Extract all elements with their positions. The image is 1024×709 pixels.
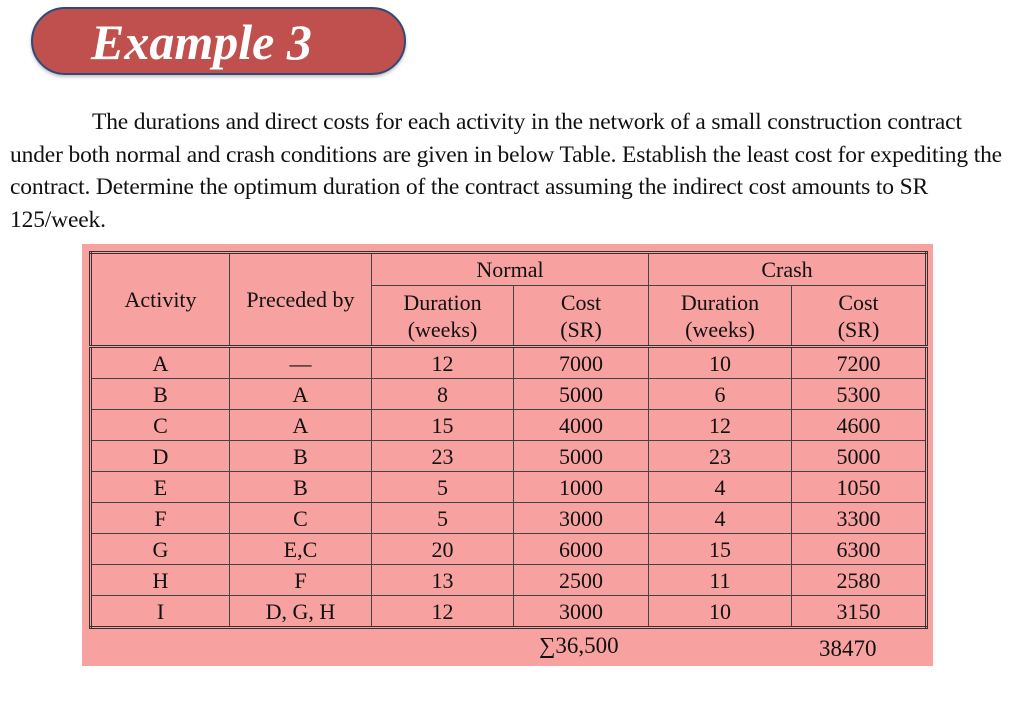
cell-crash-cost: 5300 <box>791 379 926 410</box>
cell-normal-duration: 13 <box>372 565 514 596</box>
cell-preceded-by: A <box>229 410 371 441</box>
cell-normal-cost: 2500 <box>514 565 649 596</box>
activity-table-panel <box>82 244 933 666</box>
table-row <box>91 347 927 379</box>
example-title: Example 3 <box>91 14 312 70</box>
cell-crash-cost: 7200 <box>791 347 926 379</box>
cell-normal-cost: 7000 <box>514 347 649 379</box>
cell-activity: A <box>91 347 230 379</box>
cell-preceded-by: B <box>229 472 371 503</box>
cell-crash-cost: 6300 <box>791 534 926 565</box>
cell-crash-duration: 15 <box>648 534 791 565</box>
table-row <box>91 534 927 565</box>
cell-crash-duration: 4 <box>648 472 791 503</box>
header-crash-cost: Cost (SR) <box>791 286 926 347</box>
cell-preceded-by: D, G, H <box>229 596 371 628</box>
cell-normal-duration: 5 <box>372 472 514 503</box>
header-normal: Normal <box>372 253 649 286</box>
cell-crash-cost: 2580 <box>791 565 926 596</box>
cell-crash-cost: 4600 <box>791 410 926 441</box>
cell-preceded-by: — <box>229 347 371 379</box>
activity-cost-table <box>89 251 928 629</box>
cell-activity: F <box>91 503 230 534</box>
cell-preceded-by: B <box>229 441 371 472</box>
cell-crash-duration: 10 <box>648 596 791 628</box>
table-row <box>91 441 927 472</box>
normal-cost-total: ∑36,500 <box>539 633 619 658</box>
cell-crash-cost: 3150 <box>791 596 926 628</box>
header-activity: Activity <box>91 253 230 347</box>
cell-crash-duration: 10 <box>648 347 791 379</box>
cell-normal-cost: 3000 <box>514 503 649 534</box>
cell-crash-cost: 1050 <box>791 472 926 503</box>
table-row <box>91 472 927 503</box>
table-row <box>91 379 927 410</box>
cell-crash-cost: 3300 <box>791 503 926 534</box>
cell-activity: B <box>91 379 230 410</box>
table-row <box>91 596 927 628</box>
header-crash-duration: Duration (weeks) <box>648 286 791 347</box>
cell-activity: I <box>91 596 230 628</box>
header-normal-duration: Duration (weeks) <box>372 286 514 347</box>
crash-cost-total: 38470 <box>819 636 877 661</box>
cell-activity: D <box>91 441 230 472</box>
cell-activity: H <box>91 565 230 596</box>
cell-crash-cost: 5000 <box>791 441 926 472</box>
cell-crash-duration: 12 <box>648 410 791 441</box>
table-row <box>91 410 927 441</box>
cell-normal-duration: 15 <box>372 410 514 441</box>
cell-crash-duration: 6 <box>648 379 791 410</box>
cell-normal-duration: 20 <box>372 534 514 565</box>
cell-activity: G <box>91 534 230 565</box>
table-row <box>91 503 927 534</box>
example-title-banner <box>31 7 406 75</box>
cell-normal-cost: 5000 <box>514 441 649 472</box>
header-preceded-by: Preceded by <box>229 253 371 347</box>
cell-normal-cost: 4000 <box>514 410 649 441</box>
table-row <box>91 565 927 596</box>
cell-normal-cost: 5000 <box>514 379 649 410</box>
cell-crash-duration: 23 <box>648 441 791 472</box>
header-crash: Crash <box>648 253 926 286</box>
header-normal-cost: Cost (SR) <box>514 286 649 347</box>
cell-preceded-by: C <box>229 503 371 534</box>
cell-normal-duration: 12 <box>372 596 514 628</box>
cell-activity: E <box>91 472 230 503</box>
cell-normal-duration: 23 <box>372 441 514 472</box>
cell-normal-cost: 1000 <box>514 472 649 503</box>
cell-normal-duration: 8 <box>372 379 514 410</box>
cell-activity: C <box>91 410 230 441</box>
cell-normal-cost: 6000 <box>514 534 649 565</box>
problem-statement: The durations and direct costs for each activity in the network of a small construction contract under both normal and crash conditions are given in below Table. Establish the least cost for expediting the contract. Determine the optimum duration of the contract assuming the indirect cost amounts to SR 125/week. <box>10 109 1002 233</box>
cell-normal-duration: 5 <box>372 503 514 534</box>
cell-crash-duration: 11 <box>648 565 791 596</box>
cell-preceded-by: F <box>229 565 371 596</box>
cell-normal-duration: 12 <box>372 347 514 379</box>
cell-preceded-by: E,C <box>229 534 371 565</box>
cell-preceded-by: A <box>229 379 371 410</box>
cell-crash-duration: 4 <box>648 503 791 534</box>
cell-normal-cost: 3000 <box>514 596 649 628</box>
